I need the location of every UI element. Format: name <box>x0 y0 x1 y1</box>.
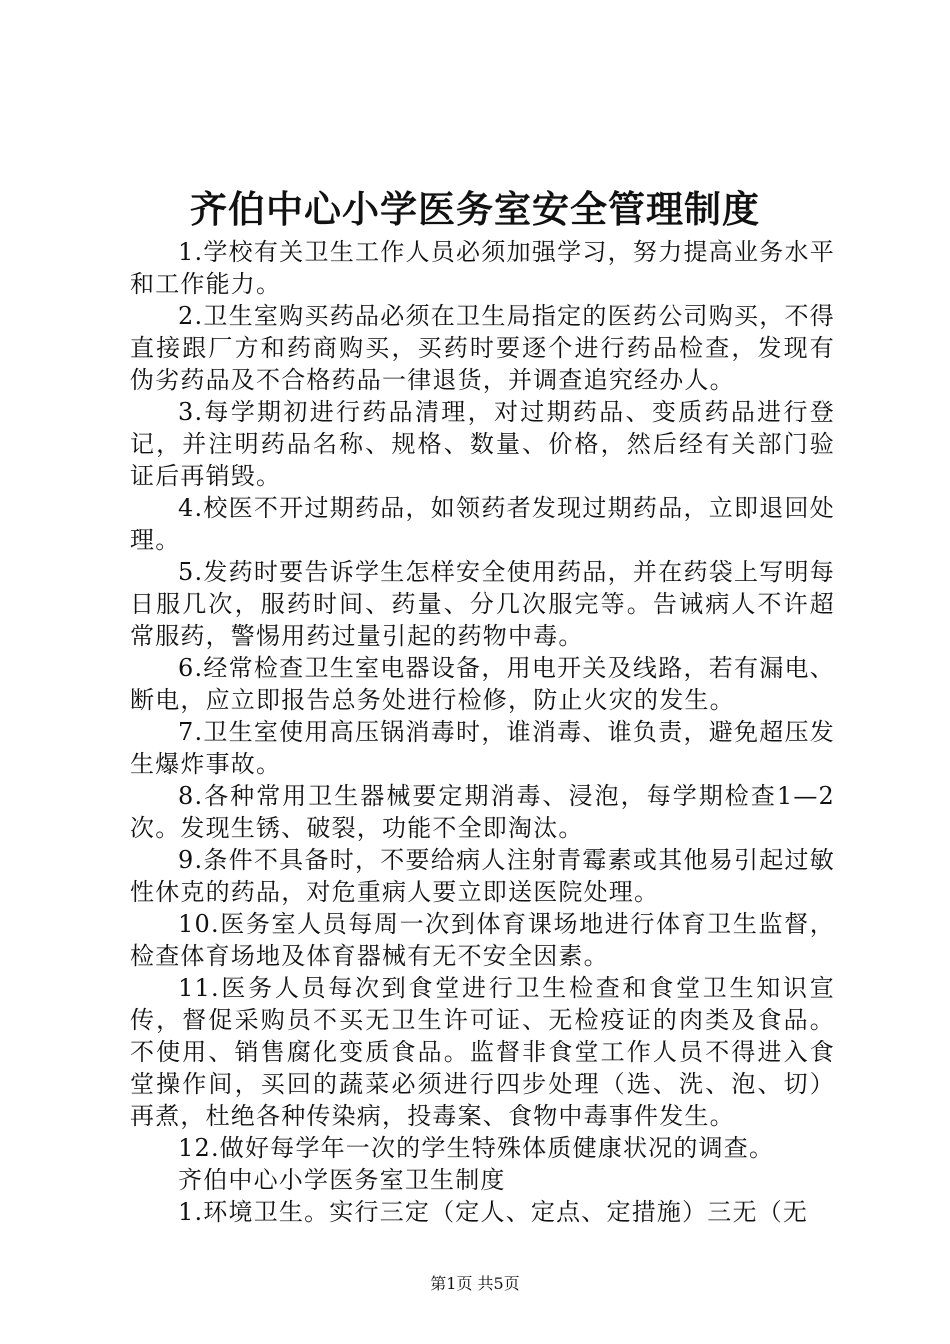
paragraph-6: 6.经常检查卫生室电器设备，用电开关及线路，若有漏电、断电，应立即报告总务处进行检修，防止火灾的发生。 <box>130 654 835 714</box>
paragraph-2: 2.卫生室购买药品必须在卫生局指定的医药公司购买，不得直接跟厂方和药商购买，买药时要逐个进行药品检查，发现有伪劣药品及不合格药品一律退货，并调查追究经办人。 <box>130 302 835 394</box>
section-heading: 齐伯中心小学医务室卫生制度 <box>178 1166 506 1194</box>
paragraph-10: 10.医务室人员每周一次到体育课场地进行体育卫生监督，检查体育场地及体育器械有无不安全因素。 <box>130 910 835 970</box>
paragraph-14: 1.环境卫生。实行三定（定人、定点、定措施）三无（无 <box>178 1198 809 1226</box>
paragraph-7: 7.卫生室使用高压锅消毒时，谁消毒、谁负责，避免超压发生爆炸事故。 <box>130 718 835 778</box>
paragraph-8: 8.各种常用卫生器械要定期消毒、浸泡，每学期检查1—2次。发现生锈、破裂，功能不全即淘汰。 <box>130 782 835 842</box>
paragraph-9: 9.条件不具备时，不要给病人注射青霉素或其他易引起过敏性休克的药品，对危重病人要立即送医院处理。 <box>130 846 835 906</box>
paragraph-12: 12.做好每学年一次的学生特殊体质健康状况的调查。 <box>178 1134 775 1162</box>
paragraph-3: 3.每学期初进行药品清理，对过期药品、变质药品进行登记，并注明药品名称、规格、数量、价格，然后经有关部门验证后再销毁。 <box>130 398 835 490</box>
page-footer: 第1页 共5页 <box>430 1274 520 1293</box>
document-body <box>130 236 835 1228</box>
paragraph-11: 11.医务人员每次到食堂进行卫生检查和食堂卫生知识宣传，督促采购员不买无卫生许可证、无检疫证的肉类及食品。不使用、销售腐化变质食品。监督非食堂工作人员不得进入食堂操作间，买回的蔬菜必须进行四步处理（选、洗、泡、切）再煮，杜绝各种传染病，投毒案、食物中毒事件发生。 <box>130 974 835 1130</box>
paragraph-4: 4.校医不开过期药品，如领药者发现过期药品，立即退回处理。 <box>130 494 835 554</box>
paragraph-1: 1.学校有关卫生工作人员必须加强学习，努力提高业务水平和工作能力。 <box>130 238 835 298</box>
paragraph-5: 5.发药时要告诉学生怎样安全使用药品，并在药袋上写明每日服几次，服药时间、药量、分几次服完等。告诫病人不许超常服药，警惕用药过量引起的药物中毒。 <box>130 558 835 650</box>
document-title: 齐伯中心小学医务室安全管理制度 <box>190 187 760 231</box>
